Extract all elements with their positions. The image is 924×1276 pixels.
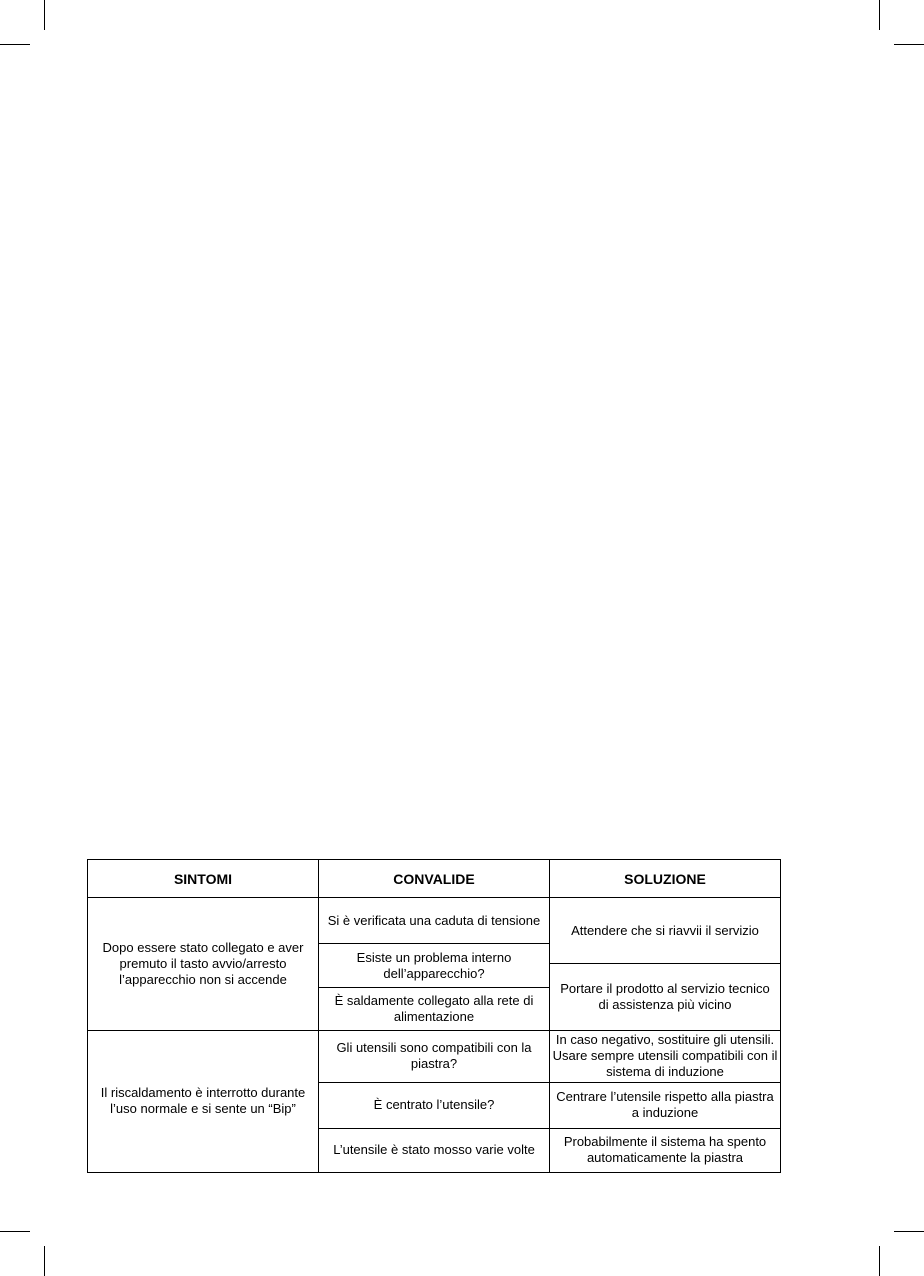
crop-mark-bottom-left-horizontal [0,1231,30,1232]
crop-mark-bottom-right-vertical [879,1246,880,1276]
check-cell: È saldamente collegato alla rete di alimentazione [319,988,550,1030]
header-soluzione: SOLUZIONE [550,860,781,898]
solution-cell: Probabilmente il sistema ha spento automaticamente la piastra [550,1128,781,1172]
solution-cell: Attendere che si riavvii il servizio [550,898,781,964]
check-cell: L’utensile è stato mosso varie volte [319,1128,550,1172]
check-cell: Gli utensili sono compatibili con la piastra? [319,1030,550,1082]
solution-cell: Portare il prodotto al servizio tecnico di assistenza più vicino [550,964,781,1030]
crop-mark-top-right-horizontal [894,44,924,45]
crop-mark-top-left-horizontal [0,44,30,45]
crop-mark-top-right-vertical [879,0,880,30]
header-convalide: CONVALIDE [319,860,550,898]
solution-cell: In caso negativo, sostituire gli utensili. Usare sempre utensili compatibili con il sistema di induzione [550,1030,781,1082]
crop-mark-bottom-right-horizontal [894,1231,924,1232]
table-row [88,898,781,944]
check-cell: Si è verificata una caduta di tensione [319,898,550,944]
check-cell: È centrato l’utensile? [319,1082,550,1128]
header-sintomi: SINTOMI [88,860,319,898]
crop-mark-bottom-left-vertical [44,1246,45,1276]
crop-mark-top-left-vertical [44,0,45,30]
symptom-cell: Dopo essere stato collegato e aver premuto il tasto avvio/arresto l’apparecchio non si accende [88,898,319,1030]
troubleshooting-table [87,859,781,1173]
check-cell: Esiste un problema interno dell’apparecchio? [319,944,550,988]
solution-cell: Centrare l’utensile rispetto alla piastra a induzione [550,1082,781,1128]
table-header-row [88,860,781,898]
table-row [88,1030,781,1082]
symptom-cell: Il riscaldamento è interrotto durante l’uso normale e si sente un “Bip” [88,1030,319,1173]
